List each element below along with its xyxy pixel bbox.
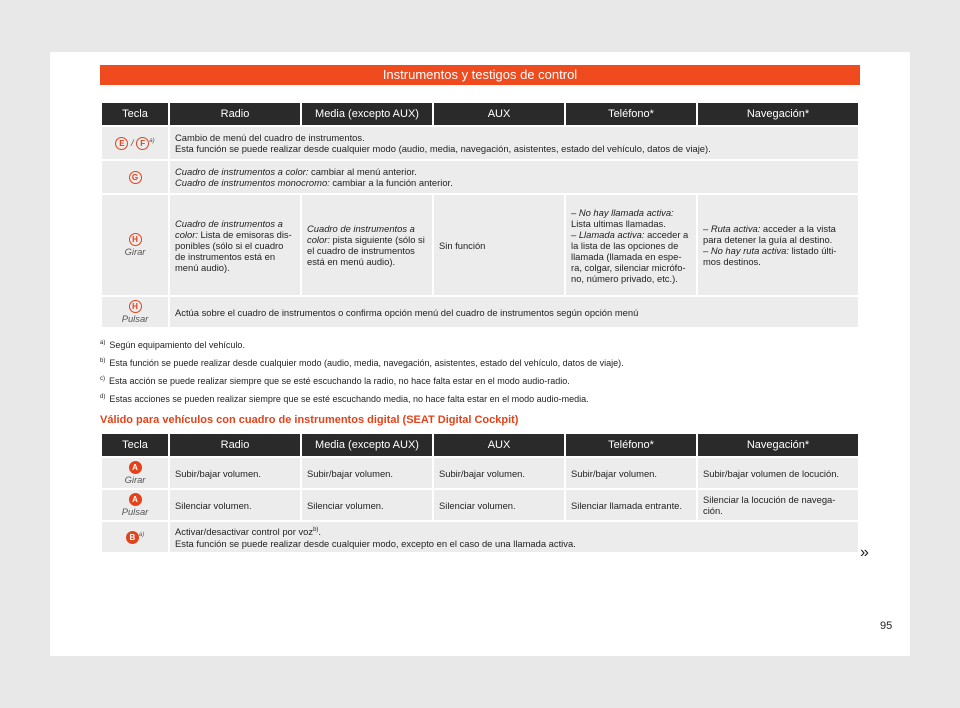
footnote-text: Esta acción se puede realizar siempre que se esté escuchando la radio, no hace falta estar en el modo audio-radio. xyxy=(109,376,570,386)
desc-text: cambiar al menú anterior. xyxy=(308,166,417,177)
key-a-icon: A xyxy=(129,493,142,506)
key-b-icon: B xyxy=(126,531,139,544)
key-cell xyxy=(102,127,168,159)
key-cell xyxy=(102,458,168,488)
section-title: Instrumentos y testigos de control xyxy=(100,65,860,85)
cell-term: – Llamada activa: xyxy=(571,228,645,240)
desc-term: Cuadro de instrumentos a color: xyxy=(175,166,309,177)
footnote xyxy=(100,340,245,350)
continue-mark: » xyxy=(860,544,869,561)
row-description xyxy=(170,127,858,159)
row-description: Actúa sobre el cuadro de instrumentos o confirma opción menú del cuadro de instrumentos según opción menú xyxy=(170,297,858,327)
col-media: Media (excepto AUX) xyxy=(302,434,432,456)
desc-text: cambiar a la función anterior. xyxy=(329,177,453,188)
key-action: Girar xyxy=(124,246,146,257)
row-description xyxy=(170,522,858,552)
cell-term: Cuadro de instrumentos a color: xyxy=(307,223,415,245)
desc-line: Esta función se puede realizar desde cualquier modo (audio, media, navegación, asistentes, estado del vehículo, datos de viaje). xyxy=(175,143,711,154)
cell-text: acceder a la lista de las opciones de llamada (llamada en espe- ra, colgar, silenciar micrófo- no, número privado, etc.). xyxy=(571,228,689,284)
cell-telefono: Silenciar llamada entrante. xyxy=(566,490,696,520)
footnote-text: Según equipamiento del vehículo. xyxy=(109,340,245,350)
cell-navegacion: Subir/bajar volumen de locución. xyxy=(698,458,858,488)
key-cell xyxy=(102,195,168,295)
cell-navegacion: Silenciar la locución de navega- ción. xyxy=(698,490,858,520)
cell-telefono: Subir/bajar volumen. xyxy=(566,458,696,488)
cell-text: pista siguiente (sólo si el cuadro de instrumentos está en menú audio). xyxy=(307,234,425,267)
footnote xyxy=(100,376,570,386)
col-radio: Radio xyxy=(170,434,300,456)
footnote-ref: a) xyxy=(138,531,145,538)
table-row xyxy=(102,127,858,159)
cell-aux: Subir/bajar volumen. xyxy=(434,458,564,488)
cell-navegacion xyxy=(698,195,858,295)
cell-term: – No hay ruta activa: xyxy=(703,245,789,256)
key-cell xyxy=(102,297,168,327)
table-header-row xyxy=(102,103,858,125)
cell-term: Cuadro de instrumentos a color: xyxy=(175,217,283,240)
cell-telefono xyxy=(566,195,696,295)
footnote-text: Estas acciones se pueden realizar siempre que se esté escuchando media, no hace falta estar en el modo audio-media. xyxy=(109,394,589,404)
table-row xyxy=(102,297,858,327)
col-tecla: Tecla xyxy=(102,434,168,456)
col-media: Media (excepto AUX) xyxy=(302,103,432,125)
key-cell xyxy=(102,161,168,193)
cell-media: Subir/bajar volumen. xyxy=(302,458,432,488)
cell-radio: Silenciar volumen. xyxy=(170,490,300,520)
col-tecla: Tecla xyxy=(102,103,168,125)
desc-line: Esta función se puede realizar desde cualquier modo, excepto en el caso de una llamada activa. xyxy=(175,537,576,549)
footnote-mark: c) xyxy=(100,376,105,382)
key-cell xyxy=(102,490,168,520)
cell-term: – No hay llamada activa: xyxy=(571,206,674,218)
desc-term: Cuadro de instrumentos monocromo: xyxy=(175,177,330,188)
key-h-icon: H xyxy=(129,233,142,246)
col-navegacion: Navegación* xyxy=(698,434,858,456)
key-a-icon: A xyxy=(129,461,142,474)
row-description xyxy=(170,161,858,193)
cell-media xyxy=(302,195,432,295)
footnote-text: Esta función se puede realizar desde cualquier modo (audio, media, navegación, asistentes, estado del vehículo, datos de viaje). xyxy=(109,358,624,368)
table-row xyxy=(102,490,858,520)
key-h-icon: H xyxy=(129,300,142,313)
cell-aux: Silenciar volumen. xyxy=(434,490,564,520)
table-row xyxy=(102,161,858,193)
table-row xyxy=(102,458,858,488)
footnote-mark: a) xyxy=(100,340,106,346)
desc-text: Activar/desactivar control por voz xyxy=(175,526,314,538)
cell-radio: Subir/bajar volumen. xyxy=(170,458,300,488)
key-action: Pulsar xyxy=(121,313,149,324)
controls-table xyxy=(100,101,860,329)
key-action: Girar xyxy=(124,474,146,485)
footnote xyxy=(100,394,589,404)
col-aux: AUX xyxy=(434,434,564,456)
cell-text: Lista ultimas llamadas. xyxy=(571,217,666,229)
footnote-ref: a) xyxy=(149,137,155,144)
page-number: 95 xyxy=(880,620,893,632)
cell-text: listado últi- mos destinos. xyxy=(703,245,837,267)
key-cell xyxy=(102,522,168,552)
footnote-mark: b) xyxy=(100,358,106,364)
digital-cockpit-table xyxy=(100,432,860,554)
section-subtitle: Válido para vehículos con cuadro de instrumentos digital (SEAT Digital Cockpit) xyxy=(100,414,519,426)
key-e-icon: E xyxy=(115,137,128,150)
key-separator: / xyxy=(131,137,134,149)
col-aux: AUX xyxy=(434,103,564,125)
table-header-row xyxy=(102,434,858,456)
footnote xyxy=(100,358,624,368)
key-action: Pulsar xyxy=(121,506,149,517)
col-navegacion: Navegación* xyxy=(698,103,858,125)
cell-text: acceder a la vista para detener la guía al destino. xyxy=(703,223,836,245)
col-telefono: Teléfono* xyxy=(566,103,696,125)
cell-term: – Ruta activa: xyxy=(703,223,761,234)
footnote-ref: b) xyxy=(313,527,319,534)
desc-text: . xyxy=(318,526,322,538)
cell-media: Silenciar volumen. xyxy=(302,490,432,520)
col-telefono: Teléfono* xyxy=(566,434,696,456)
key-g-icon: G xyxy=(129,171,142,184)
cell-radio xyxy=(170,195,300,295)
table-row xyxy=(102,522,858,552)
desc-line: Cambio de menú del cuadro de instrumentos. xyxy=(175,132,365,143)
col-radio: Radio xyxy=(170,103,300,125)
table-row xyxy=(102,195,858,295)
cell-text: Lista de emisoras dis- ponibles (sólo si el cuadro de instrumentos está en menú audio). xyxy=(175,228,292,273)
cell-aux: Sin función xyxy=(434,195,564,295)
footnote-mark: d) xyxy=(100,394,106,400)
key-f-icon: F xyxy=(136,137,149,150)
